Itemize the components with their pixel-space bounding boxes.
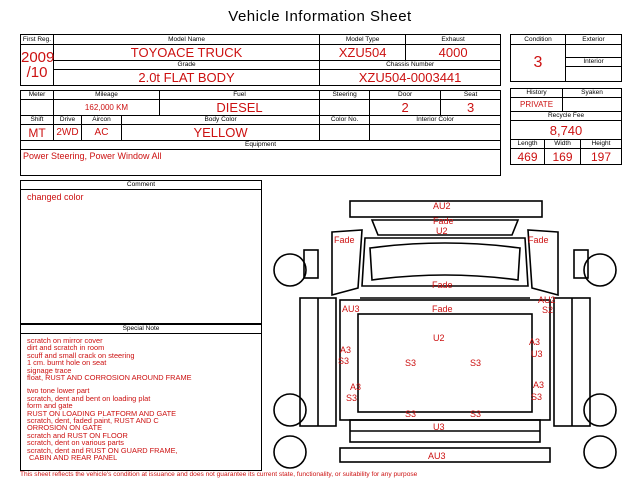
- door-value: 2: [370, 100, 441, 116]
- steering-value: [320, 100, 370, 116]
- history-value: PRIVATE: [511, 98, 563, 112]
- body-color-label: Body Color: [122, 116, 320, 125]
- mark-u3-r1: U3: [531, 349, 543, 359]
- interior-color-value: [370, 125, 501, 141]
- syaken-label: Syaken: [563, 89, 622, 98]
- mark-a3-l2: A3: [350, 382, 362, 392]
- color-no-value: [320, 125, 370, 141]
- equipment-value: Power Steering, Power Window All: [21, 150, 501, 176]
- width-value: 169: [545, 149, 581, 165]
- mark-s3-l2: S3: [346, 393, 358, 403]
- length-label: Length: [511, 140, 545, 149]
- loading-bed-outline: [340, 300, 550, 420]
- seat-label: Seat: [441, 91, 501, 100]
- special-note-line: two tone lower part: [27, 386, 90, 396]
- first-reg-year: 2009: [21, 49, 55, 66]
- special-note-line: form and gate: [27, 401, 73, 411]
- special-note-line: scratch, dent and RUST ON GUARD FRAME,: [27, 445, 178, 455]
- chassis-number-value: XZU504-0003441: [320, 70, 501, 86]
- special-note-list: [21, 334, 261, 462]
- height-label: Height: [581, 140, 622, 149]
- body-color-value: YELLOW: [122, 125, 320, 141]
- meter-label: Meter: [21, 91, 54, 100]
- length-value: 469: [511, 149, 545, 165]
- fuel-value: DIESEL: [160, 100, 320, 116]
- mark-au3-left: AU3: [342, 304, 360, 314]
- special-note-line: scratch, dent, faded paint, RUST AND C: [27, 416, 159, 426]
- model-type-value: XZU504: [320, 45, 406, 61]
- drive-label: Drive: [54, 116, 82, 125]
- comment-label: Comment: [21, 181, 261, 190]
- vehicle-damage-diagram: [270, 180, 620, 472]
- history-label: History: [511, 89, 563, 98]
- front-left-wheel: [274, 254, 306, 286]
- shift-value: MT: [21, 125, 54, 141]
- drive-value: 2WD: [54, 125, 82, 141]
- mark-u3-bottom: U3: [433, 422, 445, 432]
- interior-color-label: Interior Color: [370, 116, 501, 125]
- first-reg-label: First Reg.: [21, 35, 54, 45]
- history-table: [510, 88, 622, 165]
- mark-s2-right: S2: [542, 305, 554, 315]
- exterior-value: [566, 45, 622, 58]
- mark-u2-mid: U2: [433, 333, 445, 343]
- first-reg-month: /10: [26, 64, 48, 81]
- model-name-value: TOYOACE TRUCK: [54, 45, 320, 61]
- mark-au3-bottom: AU3: [428, 451, 446, 461]
- steering-label: Steering: [320, 91, 370, 100]
- first-reg-value: [21, 45, 54, 86]
- aircon-value: AC: [82, 125, 122, 141]
- mark-s3-c3: S3: [405, 409, 417, 419]
- rear-right-wheel-1: [584, 394, 616, 426]
- mark-fade-center: Fade: [432, 304, 453, 314]
- mark-fade-left: Fade: [334, 235, 355, 245]
- model-type-label: Model Type: [320, 35, 406, 45]
- exterior-label: Exterior: [566, 35, 622, 45]
- color-no-label: Color No.: [320, 116, 370, 125]
- model-name-label: Model Name: [54, 35, 320, 45]
- aircon-label: Aircon: [82, 116, 122, 125]
- mark-a3-r1: A3: [529, 337, 541, 347]
- comment-text: changed color: [27, 192, 84, 202]
- mark-u2-top: U2: [436, 226, 448, 236]
- special-note-line: float, RUST AND CORROSION AROUND FRAME: [27, 373, 192, 383]
- recycle-fee-value: 8,740: [511, 121, 622, 140]
- mark-fade-hood: Fade: [432, 280, 453, 290]
- disclaimer: This sheet reflects the vehicle's condition at issuance and does not guarantee its current state, functionality, or suitability for any purpose: [20, 471, 418, 478]
- mark-s3-c2: S3: [470, 358, 482, 368]
- special-note-line: CABIN AND REAR PANEL: [27, 453, 118, 463]
- sheet-title: Vehicle Information Sheet: [228, 8, 412, 25]
- condition-label: Condition: [511, 35, 566, 45]
- mark-fade-right: Fade: [528, 235, 549, 245]
- rear-right-wheel-2: [584, 436, 616, 468]
- special-note-box: [20, 324, 262, 471]
- meter-value: [21, 100, 54, 116]
- chassis-number-label: Chassis Number: [320, 61, 501, 70]
- exhaust-value: 4000: [406, 45, 501, 61]
- special-note-line: scratch, dent and bent on loading plat: [27, 393, 151, 403]
- mark-a3-l1: A3: [340, 345, 352, 355]
- rear-left-wheel-2: [274, 436, 306, 468]
- mark-fade-top: Fade: [433, 216, 454, 226]
- interior-value: [566, 67, 622, 82]
- special-note-label: Special Note: [21, 325, 261, 334]
- mileage-value: 162,000 KM: [54, 100, 160, 116]
- special-note-line: scratch on mirror cover: [27, 336, 103, 345]
- mark-a3-r2: A3: [533, 380, 545, 390]
- windshield-outline: [370, 243, 520, 280]
- special-note-line: 1 cm. burnt hole on seat: [27, 358, 107, 368]
- condition-table: [510, 34, 622, 82]
- height-value: 197: [581, 149, 622, 165]
- mark-s3-r2: S3: [531, 392, 543, 402]
- info-table: [20, 34, 501, 176]
- special-note-line: scratch and RUST ON FLOOR: [27, 430, 128, 440]
- mileage-label: Mileage: [54, 91, 160, 100]
- loading-bed-inner: [358, 314, 532, 412]
- interior-label: Interior: [566, 58, 622, 67]
- mark-s3-c4: S3: [470, 409, 482, 419]
- special-note-line: scratch, dent on various parts: [27, 438, 124, 448]
- grade-value: 2.0t FLAT BODY: [54, 70, 320, 86]
- special-note-line: scuff and small crack on steering: [27, 350, 135, 360]
- mark-au2-right: AU2: [538, 295, 556, 305]
- width-label: Width: [545, 140, 581, 149]
- mark-s3-l1: S3: [338, 356, 350, 366]
- equipment-label: Equipment: [21, 141, 501, 150]
- special-note-line: RUST ON LOADING PLATFORM AND GATE: [27, 408, 177, 418]
- special-note-line: dirt and scratch in room: [27, 343, 105, 353]
- mark-au2-top: AU2: [433, 201, 451, 211]
- fuel-label: Fuel: [160, 91, 320, 100]
- special-note-line: signage trace: [27, 365, 72, 375]
- rear-left-wheel-1: [274, 394, 306, 426]
- seat-value: 3: [441, 100, 501, 116]
- exhaust-label: Exhaust: [406, 35, 501, 45]
- condition-value: 3: [511, 45, 566, 82]
- comment-box: [20, 180, 262, 324]
- door-label: Door: [370, 91, 441, 100]
- special-note-line: ORROSION ON GATE: [27, 423, 103, 433]
- grade-label: Grade: [54, 61, 320, 70]
- mark-s3-c1: S3: [405, 358, 417, 368]
- syaken-value: [563, 98, 622, 112]
- recycle-fee-label: Recycle Fee: [511, 112, 622, 121]
- shift-label: Shift: [21, 116, 54, 125]
